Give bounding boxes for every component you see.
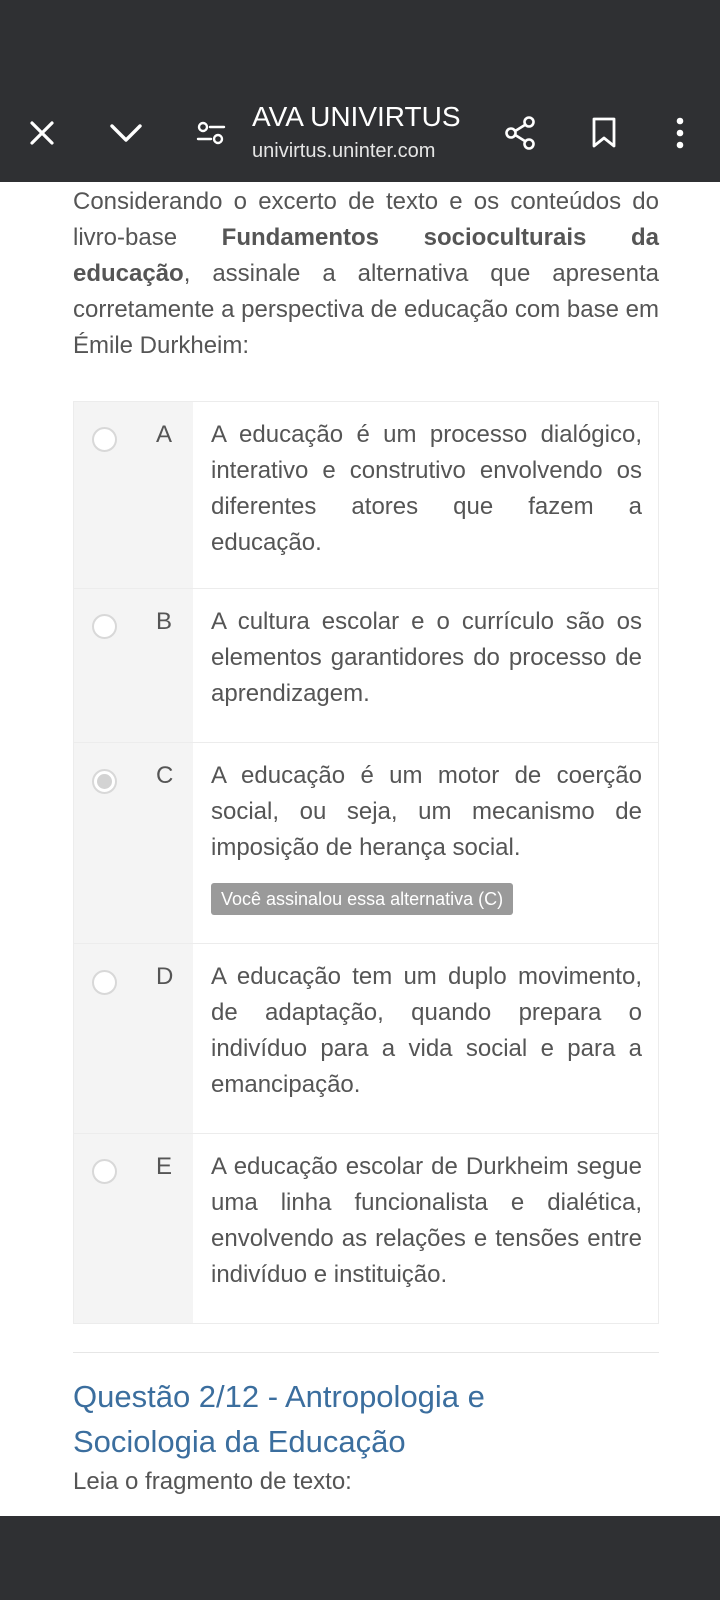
option-e-radio[interactable] (92, 1159, 117, 1184)
option-b-letter: B (156, 608, 173, 635)
prompt-intro: Considerando o excerto de texto e os conteúdos do livro-base (73, 188, 659, 251)
next-question-lead: Leia o fragmento de texto: (73, 1468, 352, 1495)
option-c-letter: C (156, 762, 174, 789)
more-options-button[interactable] (654, 84, 706, 182)
navigation-bar (0, 1516, 720, 1600)
site-settings-button[interactable] (185, 84, 237, 182)
close-icon (28, 119, 56, 147)
tune-icon (196, 120, 226, 146)
option-a[interactable] (74, 402, 658, 589)
option-e-letter: E (156, 1153, 173, 1180)
option-b-text: A cultura escolar e o currículo são os elementos garantidores do processo de aprendizagem. (211, 608, 642, 707)
bookmark-icon (591, 117, 617, 149)
option-e[interactable] (74, 1134, 658, 1323)
share-button[interactable] (494, 84, 546, 182)
collapse-button[interactable] (100, 84, 152, 182)
selected-answer-badge: Você assinalou essa alternativa (C) (211, 883, 513, 915)
page-content (0, 182, 720, 1516)
prompt-instruction: , assinale a alternativa que apresenta corretamente a perspectiva de educação com base em Émile Durkheim: (73, 260, 659, 359)
option-d-text: A educação tem um duplo movimento, de adaptação, quando prepara o indivíduo para a vida social e para a emancipação. (211, 963, 642, 1098)
option-a-text: A educação é um processo dialógico, interativo e construtivo envolvendo os diferentes atores que fazem a educação. (211, 421, 642, 556)
question-prompt (73, 182, 659, 364)
option-a-radio[interactable] (92, 427, 117, 452)
chevron-down-icon (109, 122, 143, 144)
next-question-title: Questão 2/12 - Antropologia e Sociologia da Educação (73, 1379, 485, 1459)
option-d-letter: D (156, 963, 174, 990)
browser-toolbar (0, 84, 720, 182)
page-title-block[interactable] (252, 100, 482, 164)
answer-options (73, 401, 659, 1324)
option-b-radio[interactable] (92, 614, 117, 639)
option-c-radio-selected[interactable] (92, 769, 117, 794)
bookmark-button[interactable] (578, 84, 630, 182)
page-url: univirtus.uninter.com (252, 140, 436, 162)
option-d-radio[interactable] (92, 970, 117, 995)
option-b[interactable] (74, 589, 658, 743)
option-e-text: A educação escolar de Durkheim segue uma linha funcionalista e dialética, envolvendo as relações e tensões entre indivíduo e instituição. (211, 1153, 642, 1288)
page-title: AVA UNIVIRTUS (252, 101, 461, 132)
book-title: Fundamentos socioculturais da educação (73, 224, 659, 287)
option-c[interactable] (74, 743, 658, 944)
status-bar (0, 0, 720, 84)
option-c-text: A educação é um motor de coerção social, ou seja, um mecanismo de imposição de herança social. (211, 762, 642, 861)
option-d[interactable] (74, 944, 658, 1134)
question-divider (73, 1352, 659, 1353)
share-icon (503, 115, 537, 151)
close-button[interactable] (16, 84, 68, 182)
more-vertical-icon (675, 117, 685, 149)
option-a-letter: A (156, 421, 173, 448)
